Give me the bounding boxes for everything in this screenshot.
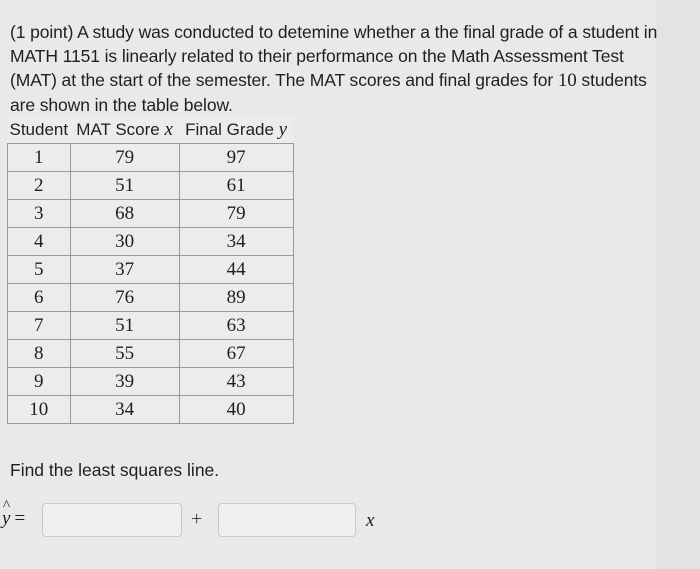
cell-grade: 89 bbox=[179, 284, 293, 312]
cell-student: 4 bbox=[8, 228, 71, 256]
cell-grade: 44 bbox=[179, 256, 293, 284]
answer-row bbox=[0, 500, 700, 542]
problem-statement bbox=[10, 20, 660, 117]
problem-intro: A study was conducted to detemine whether a the final grade of a student in MATH 1151 is linearly related to their performance on the Math Assessment Test (MAT) at the start of the semester. The MAT scores and final grades for bbox=[10, 22, 658, 90]
cell-mat: 68 bbox=[70, 200, 179, 228]
table-row bbox=[8, 172, 294, 200]
cell-student: 10 bbox=[8, 396, 71, 424]
table-row bbox=[8, 340, 294, 368]
page-edge bbox=[656, 0, 700, 569]
header-grade-label: Final Grade bbox=[185, 120, 274, 139]
cell-mat: 51 bbox=[70, 312, 179, 340]
cell-student: 6 bbox=[8, 284, 71, 312]
table-row bbox=[8, 256, 294, 284]
header-grade bbox=[179, 117, 293, 144]
header-mat-var: x bbox=[164, 119, 173, 140]
cell-student: 2 bbox=[8, 172, 71, 200]
cell-mat: 34 bbox=[70, 396, 179, 424]
cell-grade: 61 bbox=[179, 172, 293, 200]
header-mat bbox=[70, 117, 179, 144]
cell-student: 3 bbox=[8, 200, 71, 228]
cell-student: 8 bbox=[8, 340, 71, 368]
cell-student: 1 bbox=[8, 144, 71, 172]
table-row bbox=[8, 312, 294, 340]
cell-student: 7 bbox=[8, 312, 71, 340]
points-label: (1 point) bbox=[10, 22, 74, 42]
table-row bbox=[8, 284, 294, 312]
problem-outro: students are shown in the table below. bbox=[10, 70, 647, 115]
cell-grade: 67 bbox=[179, 340, 293, 368]
table-row bbox=[8, 144, 294, 172]
intercept-input[interactable] bbox=[42, 503, 182, 537]
table-row bbox=[8, 228, 294, 256]
slope-input[interactable] bbox=[218, 503, 356, 537]
table-row bbox=[8, 368, 294, 396]
y-hat-label bbox=[2, 508, 25, 530]
cell-grade: 34 bbox=[179, 228, 293, 256]
cell-mat: 39 bbox=[70, 368, 179, 396]
cell-mat: 37 bbox=[70, 256, 179, 284]
cell-student: 9 bbox=[8, 368, 71, 396]
table-row bbox=[8, 396, 294, 424]
plus-sign: + bbox=[191, 508, 203, 530]
cell-mat: 51 bbox=[70, 172, 179, 200]
cell-mat: 30 bbox=[70, 228, 179, 256]
cell-grade: 63 bbox=[179, 312, 293, 340]
header-mat-label: MAT Score bbox=[76, 120, 160, 139]
cell-mat: 76 bbox=[70, 284, 179, 312]
cell-grade: 40 bbox=[179, 396, 293, 424]
student-count: 10 bbox=[557, 70, 577, 91]
table-row bbox=[8, 200, 294, 228]
question-prompt: Find the least squares line. bbox=[10, 460, 220, 480]
cell-mat: 55 bbox=[70, 340, 179, 368]
data-table bbox=[7, 117, 294, 424]
equals-sign: = bbox=[14, 508, 26, 529]
x-variable: x bbox=[366, 510, 375, 531]
cell-grade: 79 bbox=[179, 200, 293, 228]
header-grade-var: y bbox=[278, 119, 288, 140]
cell-grade: 97 bbox=[179, 144, 293, 172]
cell-student: 5 bbox=[8, 256, 71, 284]
table-header-row bbox=[8, 117, 294, 144]
y-hat-var: y ^ bbox=[2, 508, 10, 530]
cell-mat: 79 bbox=[70, 144, 179, 172]
header-student: Student bbox=[8, 117, 71, 144]
cell-grade: 43 bbox=[179, 368, 293, 396]
